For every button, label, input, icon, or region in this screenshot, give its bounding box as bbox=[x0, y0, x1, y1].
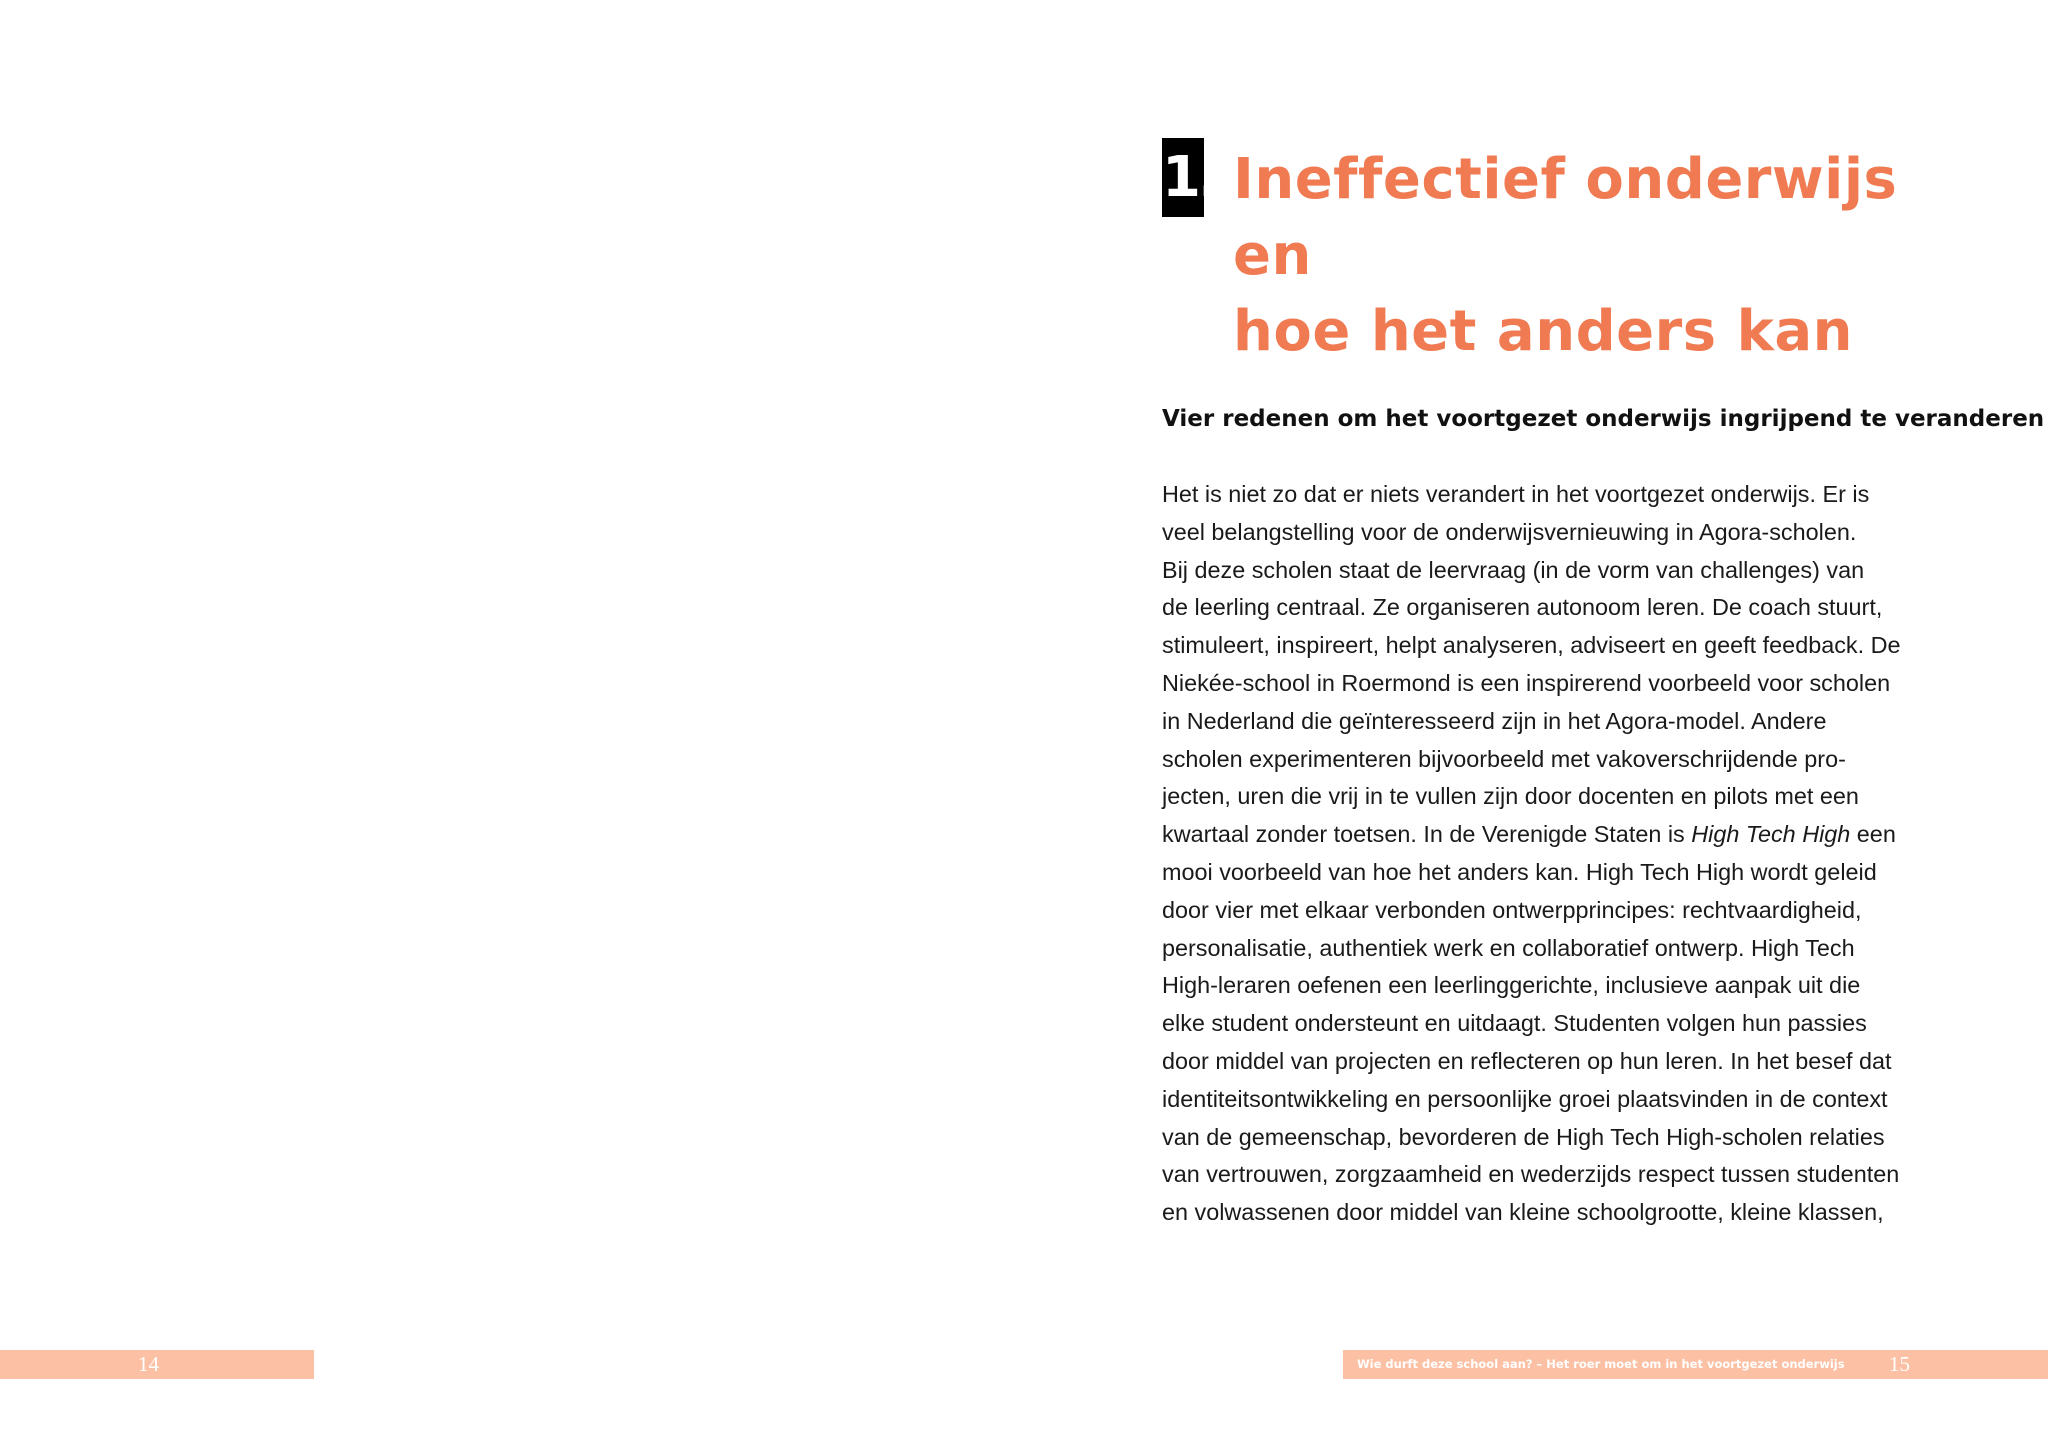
left-footer-bar bbox=[0, 1350, 314, 1379]
chapter-title-line-2: hoe het anders kan bbox=[1233, 299, 1853, 364]
body-line: elke student ondersteunt en uitdaagt. Studenten volgen hun passies bbox=[1162, 1010, 1867, 1037]
running-title: Wie durft deze school aan? – Het roer moet om in het voortgezet onderwijs bbox=[1357, 1357, 1845, 1371]
body-line: Bij deze scholen staat de leervraag (in de vorm van challenges) van bbox=[1162, 556, 1865, 583]
body-paragraph bbox=[1162, 476, 1922, 1232]
body-line: jecten, uren die vrij in te vullen zijn door docenten en pilots met een bbox=[1162, 783, 1859, 810]
italic-school-name: High Tech High bbox=[1691, 821, 1851, 848]
body-text-segment: een bbox=[1850, 821, 1896, 848]
body-line: veel belangstelling voor de onderwijsvernieuwing in Agora-scholen. bbox=[1162, 518, 1857, 545]
body-line: Niekée-school in Roermond is een inspirerend voorbeeld voor scholen bbox=[1162, 669, 1891, 696]
body-line: door vier met elkaar verbonden ontwerpprincipes: rechtvaardigheid, bbox=[1162, 896, 1862, 923]
section-subheading: Vier redenen om het voortgezet onderwijs ingrijpend te veranderen bbox=[1162, 406, 2045, 432]
body-line: Het is niet zo dat er niets verandert in het voortgezet onderwijs. Er is bbox=[1162, 481, 1870, 507]
right-footer-bar bbox=[1343, 1350, 2048, 1379]
body-line: in Nederland die geïnteresseerd zijn in het Agora-model. Andere bbox=[1162, 707, 1827, 734]
body-line: mooi voorbeeld van hoe het anders kan. High Tech High wordt geleid bbox=[1162, 858, 1877, 885]
body-line: van vertrouwen, zorgzaamheid en wederzijds respect tussen studenten bbox=[1162, 1161, 1900, 1188]
body-line: en volwassenen door middel van kleine schoolgrootte, kleine klassen, bbox=[1162, 1199, 1884, 1226]
left-page-number: 14 bbox=[138, 1352, 159, 1376]
body-line: de leerling centraal. Ze organiseren autonoom leren. De coach stuurt, bbox=[1162, 594, 1883, 621]
body-line: personalisatie, authentiek werk en collaboratief ontwerp. High Tech bbox=[1162, 934, 1855, 961]
right-page-number: 15 bbox=[1889, 1352, 1910, 1376]
body-text-segment: kwartaal zonder toetsen. In de Verenigde Staten is bbox=[1162, 821, 1692, 848]
body-line: door middel van projecten en reflecteren op hun leren. In het besef dat bbox=[1162, 1047, 1892, 1074]
body-line-with-italic bbox=[1162, 816, 1922, 854]
chapter-title bbox=[1233, 142, 1993, 370]
body-line: van de gemeenschap, bevorderen de High Tech High-scholen relaties bbox=[1162, 1123, 1885, 1150]
body-line: scholen experimenteren bijvoorbeeld met vakoverschrijdende pro- bbox=[1162, 745, 1846, 772]
chapter-title-line-1: Ineffectief onderwijs en bbox=[1233, 147, 1898, 288]
chapter-number-box: 1. bbox=[1162, 138, 1204, 217]
body-line: identiteitsontwikkeling en persoonlijke groei plaatsvinden in de context bbox=[1162, 1085, 1888, 1112]
body-line: High-leraren oefenen een leerlinggerichte, inclusieve aanpak uit die bbox=[1162, 972, 1861, 999]
body-line: stimuleert, inspireert, helpt analyseren, adviseert en geeft feedback. De bbox=[1162, 632, 1901, 659]
